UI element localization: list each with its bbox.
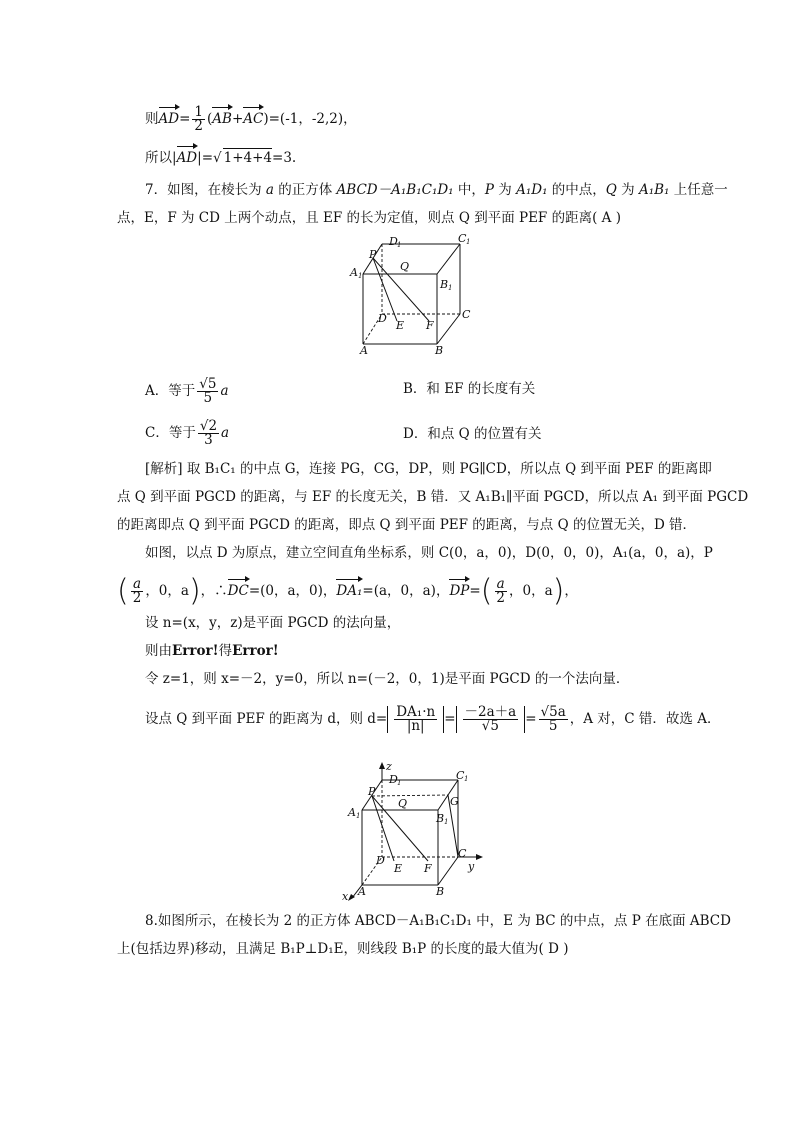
analysis-line4: 如图，以点 D 为原点，建立空间直角坐标系，则 C(0，a，0)，D(0，0，0)，A₁(a，0，a)，P [145,545,713,561]
label-e: E [394,862,403,875]
label-z: z [386,760,392,773]
label-y: y [468,860,475,873]
label-p: P [368,785,376,798]
label-d1: D [389,773,398,786]
label-c: C [462,308,471,321]
svg-text:1: 1 [358,272,363,280]
label-d: D [376,854,385,867]
label-b1: B [440,278,449,291]
label-b: B [436,885,445,898]
line-ad-formula: 则AD= $\frac{1}{2}$ (AB+AC)=(-1，-2,2)， [145,104,357,134]
option-b: B．和 EF 的长度有关 [403,381,536,397]
label-p: P [369,248,377,261]
option-d: D．和点 Q 的位置有关 [403,426,542,442]
option-c: C．等于 $\frac{√2}{3}$ a [145,418,230,448]
analysis-line1: [解析] 取 B₁C₁ 的中点 G，连接 PG，CG，DP，则 PG∥CD，所以点 Q 到平面 PEF 的距离即 [145,461,712,477]
edge [437,244,460,274]
label-f: F [424,862,432,875]
svg-text:1: 1 [356,812,361,820]
y-arrow [476,854,483,860]
q7-line2: 点，E，F 为 CD 上两个动点，且 EF 的长为定值，则点 Q 到平面 PEF 的距离( A ) [117,210,621,226]
label-g: G [450,795,459,808]
svg-text:1: 1 [448,284,453,292]
analysis-line8: 令 z=1，则 x=－2，y=0，所以 n=(－2，0，1)是平面 PGCD 的一个法向量． [145,671,630,687]
label-x: x [342,890,349,902]
label-q: Q [400,260,410,273]
q7-line1: 7．如图，在棱长为 a 的正方体 ABCD－A₁B₁C₁D₁ 中，P 为 A₁D₁ 的中点，Q 为 A₁B₁ 上任意一 [145,182,728,198]
edge [438,857,458,885]
analysis-line3: 的距离即点 Q 到平面 PGCD 的距离，即点 Q 到平面 PEF 的距离，与点 Q 的位置无关，D 错． [117,517,697,533]
segment-pg [372,795,448,796]
analysis-line9: 设点 Q 到平面 PEF 的距离为 d，则 d= $\frac{\text{DA₁·n}}{|n|}$ = $\frac{-2a+a}{√5}$ = $\frac{√5a}{5}$ ，A 对，C 错．故选 A． [145,704,721,734]
label-e: E [396,319,405,332]
label-c1: C [456,769,465,782]
analysis-line6: 设 n=(x，y，z)是平面 PGCD 的法向量， [145,615,401,631]
edge [437,314,460,344]
label-b1: B [436,812,445,825]
q8-line2: 上(包括边界)移动，且满足 B₁P⊥D₁E，则线段 B₁P 的长度的最大值为( D ) [117,941,569,957]
label-b: B [435,344,444,357]
label-d1: D [389,235,398,248]
label-a1: A [350,266,358,279]
analysis-line2: 点 Q 到平面 PGCD 的距离，与 EF 的长度无关，B 错．又 A₁B₁∥平面 PGCD，所以点 A₁ 到平面 PGCD [117,489,749,505]
analysis-line5: ( $\frac{a}{2}$ ，0，a)，∴DC=(0，a，0)，DA₁=(a，0，a)，DP=( $\frac{a}{2}$ ，0，a)， [117,573,578,609]
label-a1: A [348,806,356,819]
svg-text:1: 1 [444,818,449,826]
option-a: A．等于 $\frac{√5}{5}$ a [145,376,229,406]
svg-text:1: 1 [466,238,471,246]
q8-line1: 8.如图所示，在棱长为 2 的正方体 ABCD－A₁B₁C₁D₁ 中，E 为 BC 的中点，点 P 在底面 ABCD [145,913,731,929]
label-d: D [378,312,387,325]
label-a: A [360,344,368,357]
label-c1: C [458,232,467,245]
svg-text:1: 1 [464,775,469,783]
label-q: Q [398,797,408,810]
line-ad-length: 所以|AD|=√ 1+4+4=3. [145,150,297,166]
z-arrow [379,762,385,769]
svg-text:1: 1 [397,779,402,787]
label-c: C [458,847,467,860]
label-a: A [358,885,366,898]
svg-text:1: 1 [397,241,402,249]
analysis-line7: 则由Error!得Error! [145,643,279,659]
cube-figure-2 [338,760,488,902]
cube-figure-1 [345,232,475,358]
label-f: F [426,319,434,332]
segment-pe [372,796,394,861]
